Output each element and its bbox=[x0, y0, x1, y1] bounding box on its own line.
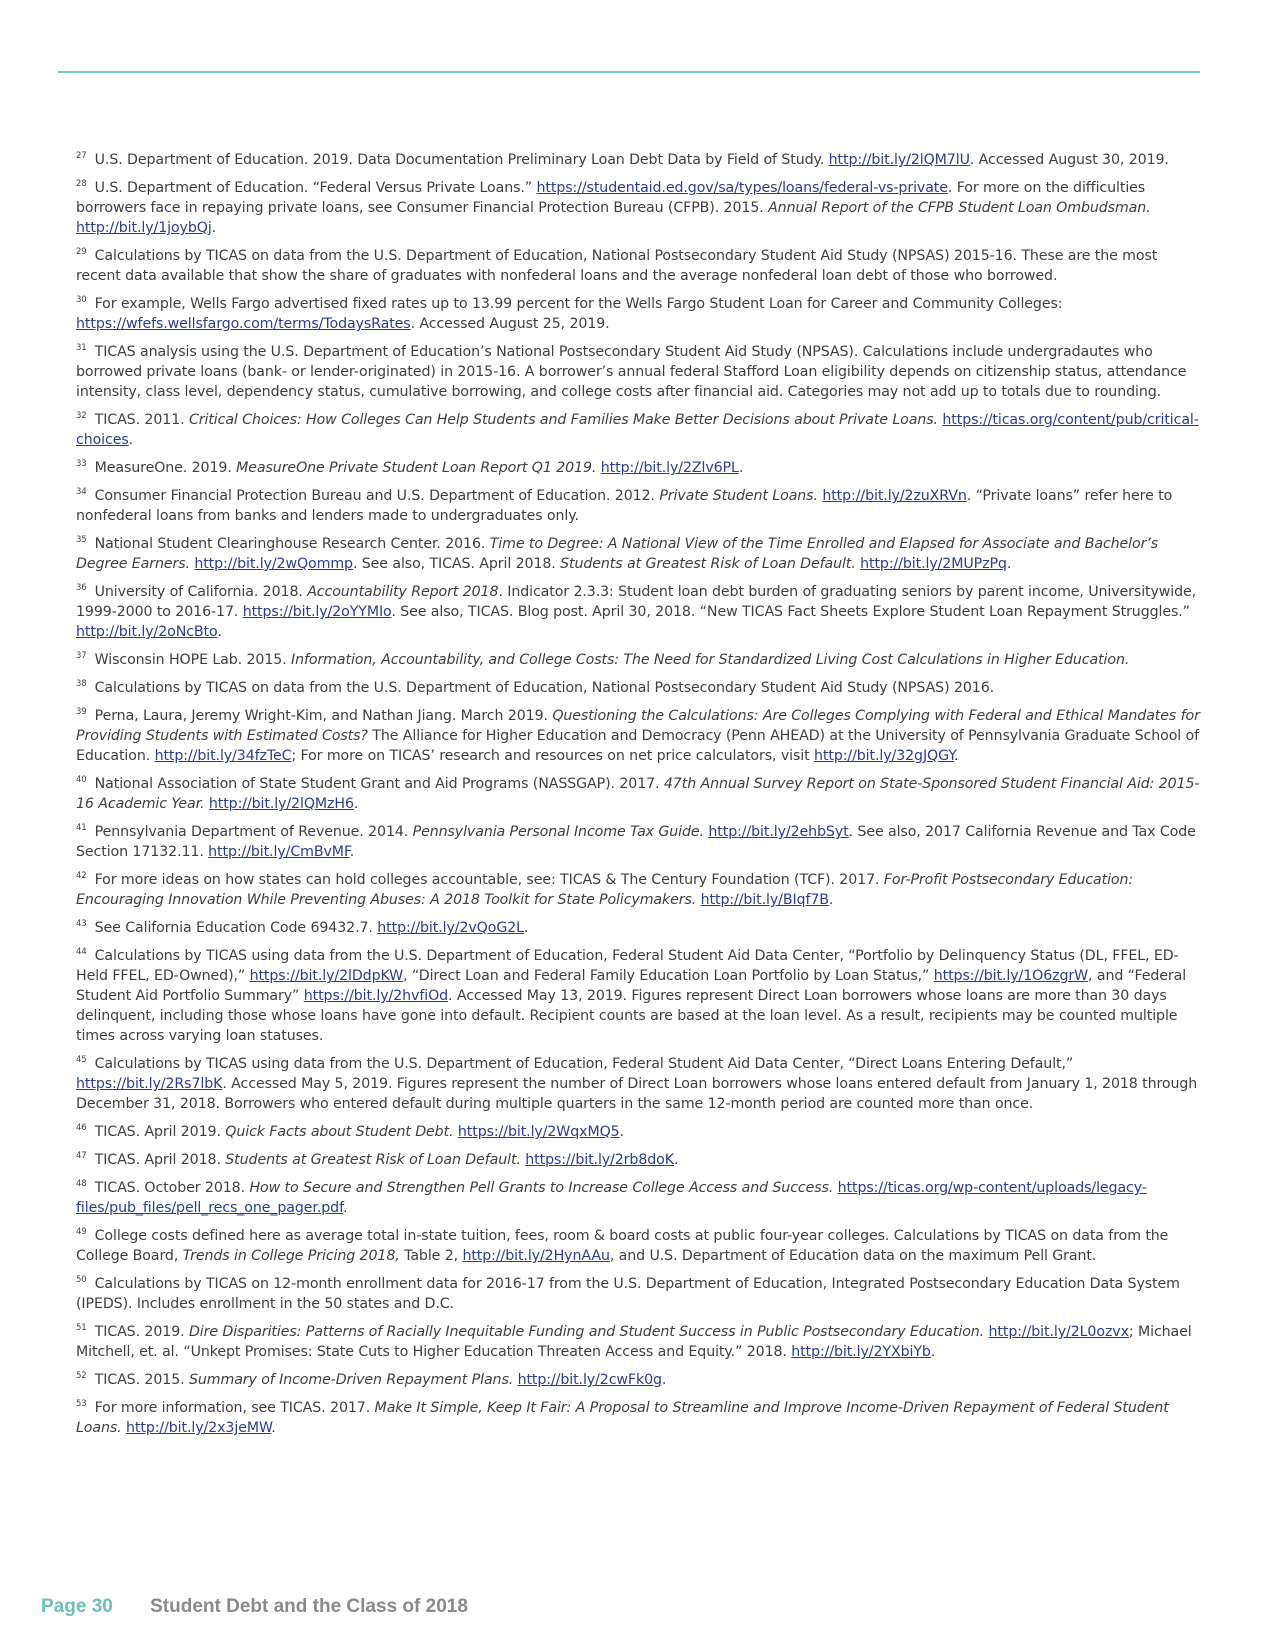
endnote-text: . bbox=[954, 748, 959, 764]
endnote-text: TICAS. April 2018. bbox=[94, 1152, 226, 1168]
endnote-link[interactable]: https://studentaid.ed.gov/sa/types/loans/federal-vs-private bbox=[536, 180, 948, 196]
endnote-text: ; For more on TICAS’ research and resources on net price calculators, visit bbox=[291, 748, 814, 764]
endnote-text: TICAS analysis using the U.S. Department of Education’s National Postsecondary Student Aid Study (NPSAS). Calculations include undergradautes who borrowed private loans (bank- or lender-originated) in 2015-16. A borrower’s annual federal Stafford Loan eligibility depends on citizenship status, attendance intensity, class level, dependency status, cumulative borrowing, and college costs after financial aid. Categories may not add up to totals due to rounding. bbox=[76, 344, 1187, 400]
endnote-text: . Indicator 2.3.3: Student loan debt burden of graduating seniors by parent income, Universitywide, 1999-2000 to 2016-17. bbox=[76, 584, 1197, 620]
endnote-text: . bbox=[661, 1372, 667, 1388]
endnote-citation-title: Dire Disparities: Patterns of Racially Inequitable Funding and Student Success in Public Postsecondary Education. bbox=[188, 1324, 985, 1340]
endnote-42 bbox=[76, 870, 1201, 910]
endnote-link[interactable]: http://bit.ly/32gJQGY bbox=[814, 748, 954, 764]
endnote-link[interactable]: https://bit.ly/2rb8doK bbox=[525, 1152, 674, 1168]
endnote-citation-title: Quick Facts about Student Debt. bbox=[225, 1124, 454, 1140]
endnote-number: 40 bbox=[76, 775, 87, 785]
endnote-citation-title: Students at Greatest Risk of Loan Default. bbox=[560, 556, 856, 572]
endnote-text: . bbox=[353, 796, 359, 812]
page-footer bbox=[41, 1596, 468, 1618]
endnote-link[interactable]: http://bit.ly/2ehbSyt bbox=[708, 824, 849, 840]
endnote-text: U.S. Department of Education. “Federal Versus Private Loans.” bbox=[94, 180, 537, 196]
endnote-text: TICAS. October 2018. bbox=[94, 1180, 250, 1196]
endnote-34 bbox=[76, 486, 1201, 526]
endnote-text: ; Michael Mitchell, et. al. “Unkept Promises: State Cuts to Higher Education Threaten Access and Equity.” 2018. bbox=[76, 1324, 1192, 1360]
endnote-text: . bbox=[1006, 556, 1012, 572]
endnote-number: 49 bbox=[76, 1227, 87, 1237]
endnote-text: Pennsylvania Department of Revenue. 2014. bbox=[94, 824, 413, 840]
endnote-text: National Student Clearinghouse Research Center. 2016. bbox=[94, 536, 490, 552]
endnote-text: TICAS. 2011. bbox=[94, 412, 189, 428]
endnote-text: . bbox=[211, 220, 217, 236]
endnote-text: . bbox=[738, 460, 744, 476]
endnote-link[interactable]: http://bit.ly/2YXbiYb bbox=[791, 1344, 931, 1360]
endnote-31 bbox=[76, 342, 1201, 402]
endnote-citation-title: How to Secure and Strengthen Pell Grants to Increase College Access and Success. bbox=[249, 1180, 834, 1196]
endnote-text: . See also, TICAS. April 2018. bbox=[352, 556, 561, 572]
endnote-link[interactable]: http://bit.ly/2wQommp bbox=[194, 556, 353, 572]
endnote-text: . bbox=[523, 920, 529, 936]
endnote-text: Table 2, bbox=[399, 1248, 463, 1264]
endnote-text: For more ideas on how states can hold colleges accountable, see: TICAS & The Century Foundation (TCF). 2017. bbox=[94, 872, 884, 888]
endnote-text: Calculations by TICAS on 12-month enrollment data for 2016-17 from the U.S. Department of Education, Integrated Postsecondary Education Data System (IPEDS). Includes enrollment in the 50 states and D.C. bbox=[76, 1276, 1180, 1312]
endnote-number: 33 bbox=[76, 459, 87, 469]
endnote-link[interactable]: https://bit.ly/2Rs7lbK bbox=[76, 1076, 223, 1092]
endnote-link[interactable]: https://bit.ly/2WqxMQ5 bbox=[457, 1124, 620, 1140]
endnote-text: Wisconsin HOPE Lab. 2015. bbox=[94, 652, 291, 668]
endnote-link[interactable]: http://bit.ly/2lQM7lU bbox=[828, 152, 970, 168]
endnote-text: . See also, TICAS. Blog post. April 30, 2018. “New TICAS Fact Sheets Explore Student Loan Repayment Struggles.” bbox=[391, 604, 1190, 620]
endnote-43 bbox=[76, 918, 1201, 938]
endnote-number: 37 bbox=[76, 651, 87, 661]
document-title: Student Debt and the Class of 2018 bbox=[150, 1596, 468, 1617]
endnote-text: . bbox=[128, 432, 134, 448]
endnote-text: Calculations by TICAS using data from the U.S. Department of Education, Federal Student Aid Data Center, “Portfolio by Delinquency Status (DL, FFEL, ED-Held FFEL, ED-Owned),” bbox=[76, 948, 1179, 984]
endnote-number: 53 bbox=[76, 1399, 87, 1409]
endnote-text: . Accessed August 30, 2019. bbox=[969, 152, 1169, 168]
endnote-number: 32 bbox=[76, 411, 87, 421]
endnote-37 bbox=[76, 650, 1201, 670]
endnote-link[interactable]: https://bit.ly/1O6zgrW bbox=[933, 968, 1089, 984]
endnote-citation-title: For-Profit Postsecondary Education: Encouraging Innovation While Preventing Abuses: A 2018 Toolkit for State Policymakers. bbox=[76, 872, 1134, 908]
endnote-citation-title: Private Student Loans. bbox=[659, 488, 818, 504]
endnote-citation-title: Time to Degree: A National View of the Time Enrolled and Elapsed for Associate and Bachelor’s Degree Earners. bbox=[76, 536, 1159, 572]
endnote-citation-title: 47th Annual Survey Report on State-Sponsored Student Financial Aid: 2015-16 Academic Year. bbox=[76, 776, 1200, 812]
endnote-citation-title: Accountability Report 2018 bbox=[307, 584, 499, 600]
endnote-citation-title: Questioning the Calculations: Are Colleges Complying with Federal and Ethical Mandates for Providing Students with Estimated Costs? bbox=[76, 708, 1200, 744]
endnote-48 bbox=[76, 1178, 1201, 1218]
endnote-text: TICAS. 2015. bbox=[94, 1372, 189, 1388]
endnote-46 bbox=[76, 1122, 1201, 1142]
endnote-citation-title: Summary of Income-Driven Repayment Plans. bbox=[188, 1372, 514, 1388]
endnote-text: College costs defined here as average total in-state tuition, fees, room & board costs at public four-year colleges. Calculations by TICAS on data from the College Board, bbox=[76, 1228, 1169, 1264]
endnote-number: 47 bbox=[76, 1151, 87, 1161]
endnote-number: 31 bbox=[76, 343, 87, 353]
endnote-33 bbox=[76, 458, 1201, 478]
endnote-text: . bbox=[217, 624, 222, 640]
endnote-link[interactable]: http://bit.ly/1joybQj bbox=[76, 220, 212, 236]
endnote-citation-title: Annual Report of the CFPB Student Loan Ombudsman. bbox=[768, 200, 1151, 216]
endnote-link[interactable]: https://ticas.org/wp-content/uploads/legacy-files/pub_files/pell_recs_one_pager.pdf bbox=[76, 1180, 1147, 1216]
endnote-40 bbox=[76, 774, 1201, 814]
endnote-link[interactable]: http://bit.ly/2x3jeMW bbox=[126, 1420, 272, 1436]
endnote-text: Calculations by TICAS on data from the U.S. Department of Education, National Postsecondary Student Aid Study (NPSAS) 2016. bbox=[94, 680, 995, 696]
header-rule bbox=[58, 71, 1200, 73]
endnote-number: 41 bbox=[76, 823, 87, 833]
endnote-number: 36 bbox=[76, 583, 87, 593]
endnote-44 bbox=[76, 946, 1201, 1046]
endnote-text: . bbox=[828, 892, 834, 908]
endnote-text: . bbox=[930, 1344, 936, 1360]
endnote-text: . See also, 2017 California Revenue and Tax Code Section 17132.11. bbox=[76, 824, 1196, 860]
endnote-53 bbox=[76, 1398, 1201, 1438]
endnote-text: Calculations by TICAS using data from the U.S. Department of Education, Federal Student Aid Data Center, “Direct Loans Entering Default,” bbox=[94, 1056, 1074, 1072]
endnote-41 bbox=[76, 822, 1201, 862]
endnote-27 bbox=[76, 150, 1201, 170]
endnote-link[interactable]: https://wfefs.wellsfargo.com/terms/TodaysRates bbox=[76, 316, 411, 332]
endnote-38 bbox=[76, 678, 1201, 698]
endnote-text: , “Direct Loan and Federal Family Education Loan Portfolio by Loan Status,” bbox=[403, 968, 934, 984]
endnote-number: 44 bbox=[76, 947, 87, 957]
endnote-link[interactable]: https://bit.ly/2lDdpKW bbox=[249, 968, 404, 984]
endnote-45 bbox=[76, 1054, 1201, 1114]
endnote-text: . bbox=[619, 1124, 624, 1140]
endnote-32 bbox=[76, 410, 1201, 450]
endnote-50 bbox=[76, 1274, 1201, 1314]
endnote-39 bbox=[76, 706, 1201, 766]
endnote-link[interactable]: https://bit.ly/2hvfiOd bbox=[303, 988, 449, 1004]
endnote-link[interactable]: https://ticas.org/content/pub/critical-choices bbox=[76, 412, 1199, 448]
endnote-number: 52 bbox=[76, 1371, 87, 1381]
endnote-link[interactable]: http://bit.ly/2vQoG2L bbox=[377, 920, 524, 936]
endnote-52 bbox=[76, 1370, 1201, 1390]
endnote-35 bbox=[76, 534, 1201, 574]
endnote-number: 28 bbox=[76, 179, 87, 189]
endnote-citation-title: Make It Simple, Keep It Fair: A Proposal to Streamline and Improve Income-Driven Repayment of Federal Student Loans. bbox=[76, 1400, 1169, 1436]
endnote-text: TICAS. 2019. bbox=[94, 1324, 189, 1340]
endnote-text: . Accessed May 13, 2019. Figures represent Direct Loan borrowers whose loans are more than 30 days delinquent, including those whose loans have gone into default. Recipient counts are based at the loan level. As a result, recipients may be counted multiple times across varying loan statuses. bbox=[76, 988, 1178, 1044]
endnote-47 bbox=[76, 1150, 1201, 1170]
endnote-number: 48 bbox=[76, 1179, 87, 1189]
endnote-51 bbox=[76, 1322, 1201, 1362]
endnote-text: For example, Wells Fargo advertised fixed rates up to 13.99 percent for the Wells Fargo Student Loan for Career and Community Colleges: bbox=[94, 296, 1063, 312]
endnote-link[interactable]: http://bit.ly/34fzTeC bbox=[154, 748, 292, 764]
endnote-text: MeasureOne. 2019. bbox=[94, 460, 237, 476]
endnote-text: . Accessed August 25, 2019. bbox=[410, 316, 610, 332]
endnote-citation-title: Critical Choices: How Colleges Can Help Students and Families Make Better Decisions about Private Loans. bbox=[188, 412, 938, 428]
endnote-link[interactable]: http://bit.ly/2HynAAu bbox=[462, 1248, 610, 1264]
endnote-number: 46 bbox=[76, 1123, 87, 1133]
endnote-number: 42 bbox=[76, 871, 87, 881]
endnote-text: . bbox=[349, 844, 355, 860]
endnote-link[interactable]: https://bit.ly/2oYYMIo bbox=[242, 604, 392, 620]
endnote-text: See California Education Code 69432.7. bbox=[94, 920, 378, 936]
endnote-text: . “Private loans” refer here to nonfederal loans from banks and lenders made to undergraduates only. bbox=[76, 488, 1173, 524]
endnote-number: 38 bbox=[76, 679, 87, 689]
endnote-number: 35 bbox=[76, 535, 87, 545]
endnote-text: University of California. 2018. bbox=[94, 584, 308, 600]
endnote-29 bbox=[76, 246, 1201, 286]
endnote-link[interactable]: http://bit.ly/2Zlv6PL bbox=[600, 460, 739, 476]
page-number: Page 30 bbox=[41, 1596, 113, 1617]
endnote-49 bbox=[76, 1226, 1201, 1266]
endnote-30 bbox=[76, 294, 1201, 334]
endnote-citation-title: Trends in College Pricing 2018, bbox=[182, 1248, 400, 1264]
endnote-text: TICAS. April 2019. bbox=[94, 1124, 226, 1140]
endnote-text: . For more on the difficulties borrowers face in repaying private loans, see Consumer Financial Protection Bureau (CFPB). 2015. bbox=[76, 180, 1146, 216]
endnote-text: . Accessed May 5, 2019. Figures represent the number of Direct Loan borrowers whose loans entered default from January 1, 2018 through December 31, 2018. Borrowers who entered default during multiple quarters in the same 12-month period are counted more than once. bbox=[76, 1076, 1198, 1112]
endnote-text: . bbox=[271, 1420, 276, 1436]
endnotes-list bbox=[76, 150, 1201, 1446]
endnote-number: 45 bbox=[76, 1055, 87, 1065]
endnote-number: 27 bbox=[76, 151, 87, 161]
endnote-number: 51 bbox=[76, 1323, 87, 1333]
endnote-text: The Alliance for Higher Education and Democracy (Penn AHEAD) at the University of Pennsylvania Graduate School of Education. bbox=[76, 728, 1200, 764]
endnote-link[interactable]: http://bit.ly/2L0ozvx bbox=[988, 1324, 1129, 1340]
endnote-28 bbox=[76, 178, 1201, 238]
endnote-link[interactable]: http://bit.ly/BIqf7B bbox=[700, 892, 829, 908]
endnote-citation-title: MeasureOne Private Student Loan Report Q1 2019. bbox=[236, 460, 597, 476]
endnote-number: 30 bbox=[76, 295, 87, 305]
endnote-link[interactable]: http://bit.ly/2oNcBto bbox=[76, 624, 218, 640]
endnote-text: , and “Federal Student Aid Portfolio Summary” bbox=[76, 968, 1187, 1004]
endnote-number: 43 bbox=[76, 919, 87, 929]
endnote-text: For more information, see TICAS. 2017. bbox=[94, 1400, 375, 1416]
endnote-text: Calculations by TICAS on data from the U.S. Department of Education, National Postsecondary Student Aid Study (NPSAS) 2015-16. These are the most recent data available that show the share of graduates with nonfederal loans and the average nonfederal loan debt of those who borrowed. bbox=[76, 248, 1158, 284]
endnote-number: 34 bbox=[76, 487, 87, 497]
endnote-link[interactable]: http://bit.ly/2cwFk0g bbox=[517, 1372, 662, 1388]
endnote-citation-title: Students at Greatest Risk of Loan Default. bbox=[225, 1152, 521, 1168]
endnote-36 bbox=[76, 582, 1201, 642]
endnote-number: 50 bbox=[76, 1275, 87, 1285]
endnote-number: 39 bbox=[76, 707, 87, 717]
endnote-text: U.S. Department of Education. 2019. Data Documentation Preliminary Loan Debt Data by Field of Study. bbox=[94, 152, 829, 168]
endnote-number: 29 bbox=[76, 247, 87, 257]
endnote-citation-title: Information, Accountability, and College Costs: The Need for Standardized Living Cost Calculations in Higher Education. bbox=[291, 652, 1130, 668]
endnote-text: Consumer Financial Protection Bureau and U.S. Department of Education. 2012. bbox=[94, 488, 660, 504]
endnote-link[interactable]: http://bit.ly/2lQMzH6 bbox=[208, 796, 354, 812]
endnote-citation-title: Pennsylvania Personal Income Tax Guide. bbox=[412, 824, 704, 840]
endnote-text: Perna, Laura, Jeremy Wright-Kim, and Nathan Jiang. March 2019. bbox=[94, 708, 553, 724]
endnote-text: . bbox=[342, 1200, 348, 1216]
endnote-link[interactable]: http://bit.ly/2MUPzPq bbox=[860, 556, 1007, 572]
endnote-link[interactable]: http://bit.ly/CmBvMF bbox=[208, 844, 350, 860]
endnote-text: . bbox=[673, 1152, 679, 1168]
endnote-text: , and U.S. Department of Education data on the maximum Pell Grant. bbox=[609, 1248, 1097, 1264]
endnote-text: National Association of State Student Grant and Aid Programs (NASSGAP). 2017. bbox=[94, 776, 664, 792]
endnote-link[interactable]: http://bit.ly/2zuXRVn bbox=[822, 488, 967, 504]
